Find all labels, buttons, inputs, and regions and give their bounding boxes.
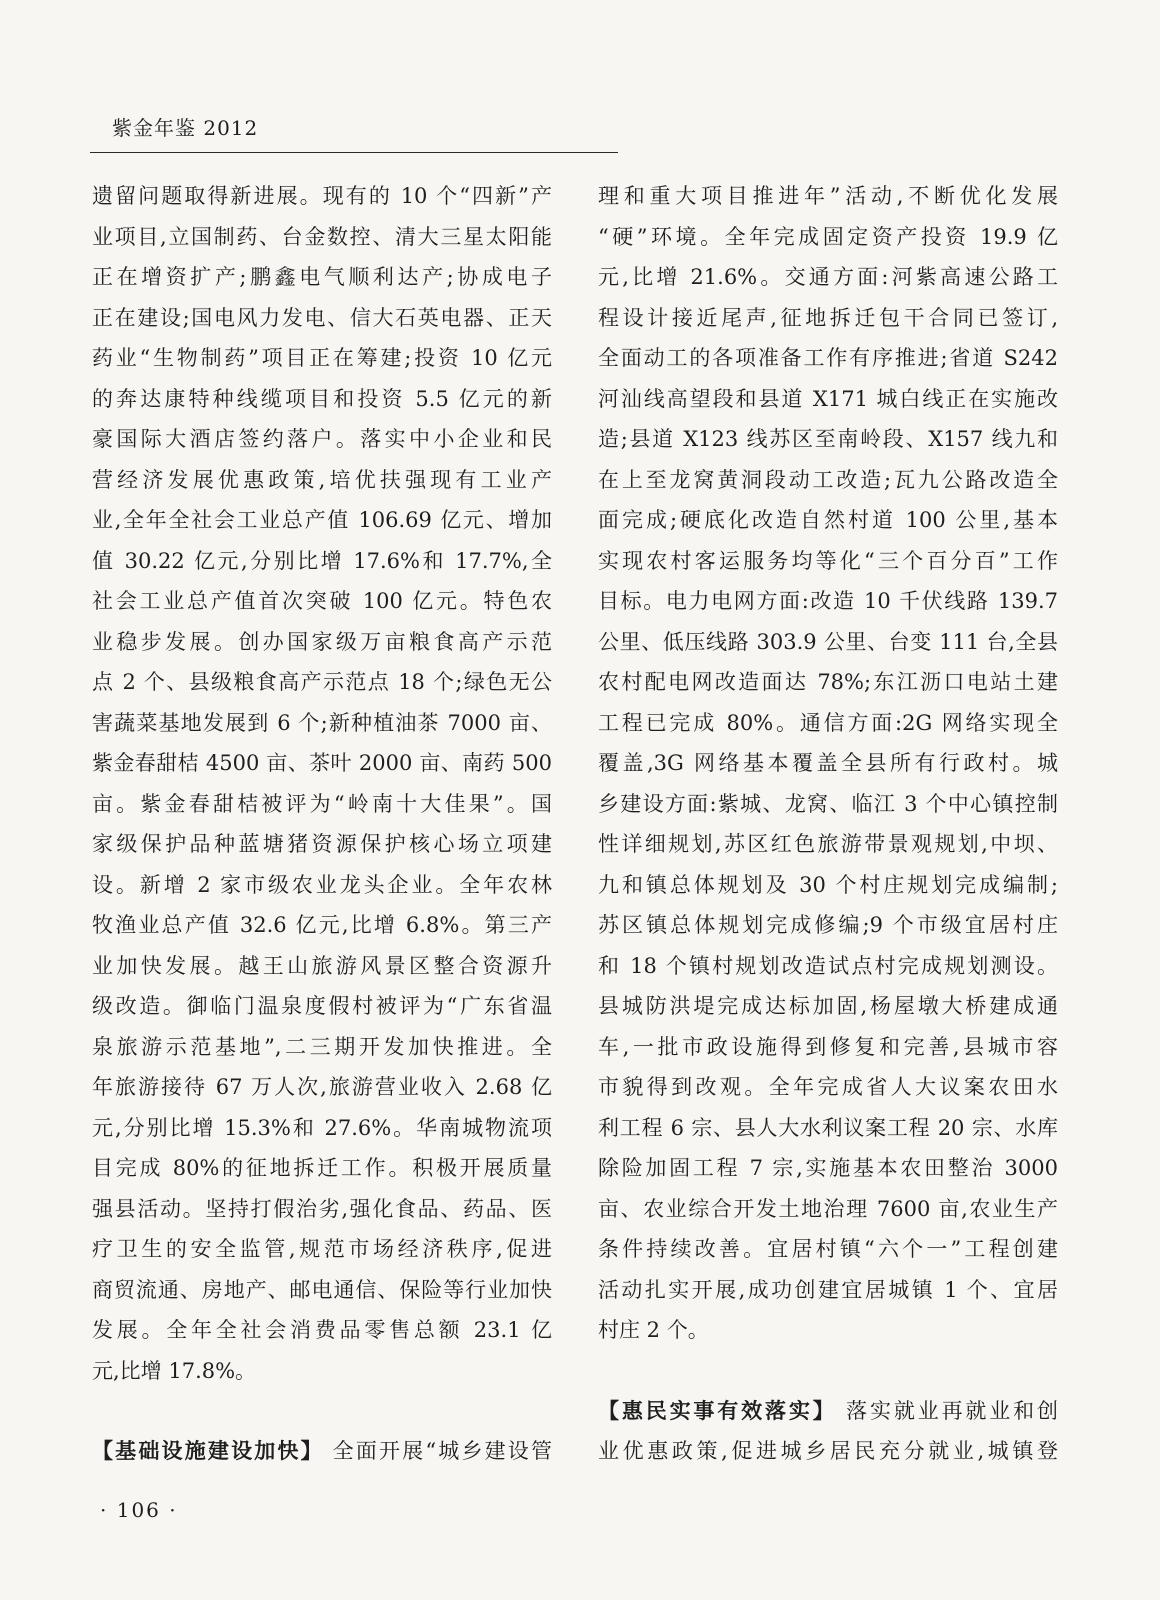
text-line: 苏区镇总体规划完成修编;9 个市级宜居村庄 xyxy=(598,913,1058,937)
section-line xyxy=(598,1391,1058,1432)
text-line: 药业“生物制药”项目正在筹建;投资 10 亿元 xyxy=(92,346,552,370)
text-line: 县城防洪堤完成达标加固,杨屋墩大桥建成通 xyxy=(598,994,1058,1018)
text-line: 紫金春甜桔 4500 亩、茶叶 2000 亩、南药 500 xyxy=(92,751,552,775)
text-line: 性详细规划,苏区红色旅游带景观规划,中坝、 xyxy=(598,832,1058,856)
text-line: 活动扎实开展,成功创建宜居城镇 1 个、宜居 xyxy=(598,1277,1058,1302)
text-line: 条件持续改善。宜居村镇“六个一”工程创建 xyxy=(598,1237,1058,1261)
text-line: 遗留问题取得新进展。现有的 10 个“四新”产 xyxy=(92,184,552,208)
text-line: 在上至龙窝黄洞段动工改造;瓦九公路改造全 xyxy=(598,467,1058,492)
text-line: 家级保护品种蓝塘猪资源保护核心场立项建 xyxy=(92,832,552,856)
text-line: “硬”环境。全年完成固定资产投资 19.9 亿 xyxy=(598,224,1058,249)
section-heading: 【基础设施建设加快】 xyxy=(92,1438,324,1463)
text-line: 九和镇总体规划及 30 个村庄规划完成编制; xyxy=(598,872,1058,897)
text-line: 市貌得到改观。全年完成省人大议案农田水 xyxy=(598,1075,1058,1099)
text-line: 覆盖,3G 网络基本覆盖全县所有行政村。城 xyxy=(598,751,1058,775)
text-line: 害蔬菜基地发展到 6 个;新种植油茶 7000 亩、 xyxy=(92,710,552,735)
text-line: 牧渔业总产值 32.6 亿元,比增 6.8%。第三产 xyxy=(92,913,552,937)
paragraph-gap xyxy=(92,1391,552,1431)
text-line: 点 2 个、县级粮食高产示范点 18 个;绿色无公 xyxy=(92,670,552,694)
text-line: 业稳步发展。创办国家级万亩粮食高产示范 xyxy=(92,629,552,654)
text-line: 工程已完成 80%。通信方面:2G 网络实现全 xyxy=(598,710,1058,735)
text-line: 强县活动。坚持打假治劣,强化食品、药品、医 xyxy=(92,1196,552,1221)
text-line: 设。新增 2 家市级农业龙头企业。全年农林 xyxy=(92,872,552,897)
text-line: 乡建设方面:紫城、龙窝、临江 3 个中心镇控制 xyxy=(598,791,1058,816)
text-line: 正在建设;国电风力发电、信大石英电器、正天 xyxy=(92,305,552,330)
text-line: 程设计接近尾声,征地拆迁包干合同已签订, xyxy=(598,305,1058,330)
section-line: 业优惠政策,促进城乡居民充分就业,城镇登 xyxy=(598,1439,1058,1463)
right-paragraph xyxy=(598,176,1058,1351)
left-paragraph xyxy=(92,176,552,1391)
section-text: 落实就业再就业和创 xyxy=(846,1398,1059,1423)
text-line: 元,比增 17.8%。 xyxy=(92,1358,257,1383)
right-column xyxy=(598,176,1058,1472)
text-line: 业,全年全社会工业总产值 106.69 亿元、增加 xyxy=(92,508,552,532)
text-line: 车,一批市政设施得到修复和完善,县城市容 xyxy=(598,1034,1058,1059)
text-line: 业项目,立国制药、台金数控、清大三星太阳能 xyxy=(92,224,552,249)
text-line: 全面动工的各项准备工作有序推进;省道 S242 xyxy=(598,346,1058,370)
text-line: 亩。紫金春甜桔被评为“岭南十大佳果”。国 xyxy=(92,791,552,816)
text-line: 理和重大项目推进年”活动,不断优化发展 xyxy=(598,184,1058,208)
text-line: 和 18 个镇村规划改造试点村完成规划测设。 xyxy=(598,953,1058,978)
text-line: 实现农村客运服务均等化“三个百分百”工作 xyxy=(598,548,1058,573)
section-livelihood xyxy=(598,1391,1058,1472)
text-line: 公里、低压线路 303.9 公里、台变 111 台,全县 xyxy=(598,629,1058,654)
text-line: 元,分别比增 15.3%和 27.6%。华南城物流项 xyxy=(92,1115,552,1140)
text-line: 正在增资扩产;鹏鑫电气顺利达产;协成电子 xyxy=(92,265,552,289)
page-number: · 106 · xyxy=(100,1498,178,1522)
text-line: 除险加固工程 7 宗,实施基本农田整治 3000 xyxy=(598,1156,1058,1180)
text-line: 目完成 80%的征地拆迁工作。积极开展质量 xyxy=(92,1156,552,1180)
text-line: 营经济发展优惠政策,培优扶强现有工业产 xyxy=(92,467,552,492)
running-head-title: 紫金年鉴 2012 xyxy=(112,116,259,140)
text-line: 年旅游接待 67 万人次,旅游营业收入 2.68 亿 xyxy=(92,1075,552,1099)
text-line: 村庄 2 个。 xyxy=(598,1318,709,1342)
text-line: 值 30.22 亿元,分别比增 17.6%和 17.7%,全 xyxy=(92,548,552,573)
text-line: 农村配电网改造面达 78%;东江沥口电站土建 xyxy=(598,670,1058,694)
text-line: 面完成;硬底化改造自然村道 100 公里,基本 xyxy=(598,508,1058,532)
text-line: 级改造。御临门温泉度假村被评为“广东省温 xyxy=(92,994,552,1018)
text-line: 利工程 6 宗、县人大水利议案工程 20 宗、水库 xyxy=(598,1115,1058,1140)
text-line: 社会工业总产值首次突破 100 亿元。特色农 xyxy=(92,589,552,613)
text-line: 元,比增 21.6%。交通方面:河紫高速公路工 xyxy=(598,265,1058,289)
left-column xyxy=(92,176,552,1472)
paragraph-gap xyxy=(598,1351,1058,1391)
section-text: 全面开展“城乡建设管 xyxy=(332,1439,552,1463)
text-line: 业加快发展。越王山旅游风景区整合资源升 xyxy=(92,953,552,978)
text-line: 的奔达康特种线缆项目和投资 5.5 亿元的新 xyxy=(92,386,552,411)
text-line: 目标。电力电网方面:改造 10 千伏线路 139.7 xyxy=(598,589,1058,613)
text-line: 亩、农业综合开发土地治理 7600 亩,农业生产 xyxy=(598,1196,1058,1221)
text-line: 发展。全年全社会消费品零售总额 23.1 亿 xyxy=(92,1318,552,1342)
header-rule xyxy=(90,152,618,153)
text-line: 造;县道 X123 线苏区至南岭段、X157 线九和 xyxy=(598,427,1058,451)
text-line: 泉旅游示范基地”,二三期开发加快推进。全 xyxy=(92,1034,552,1059)
text-line: 河汕线高望段和县道 X171 城白线正在实施改 xyxy=(598,386,1058,411)
text-line: 商贸流通、房地产、邮电通信、保险等行业加快 xyxy=(92,1277,552,1302)
section-infrastructure xyxy=(92,1431,552,1472)
section-line xyxy=(92,1431,552,1472)
text-line: 豪国际大酒店签约落户。落实中小企业和民 xyxy=(92,427,552,451)
text-line: 疗卫生的安全监管,规范市场经济秩序,促进 xyxy=(92,1237,552,1261)
section-heading: 【惠民实事有效落实】 xyxy=(598,1397,837,1423)
